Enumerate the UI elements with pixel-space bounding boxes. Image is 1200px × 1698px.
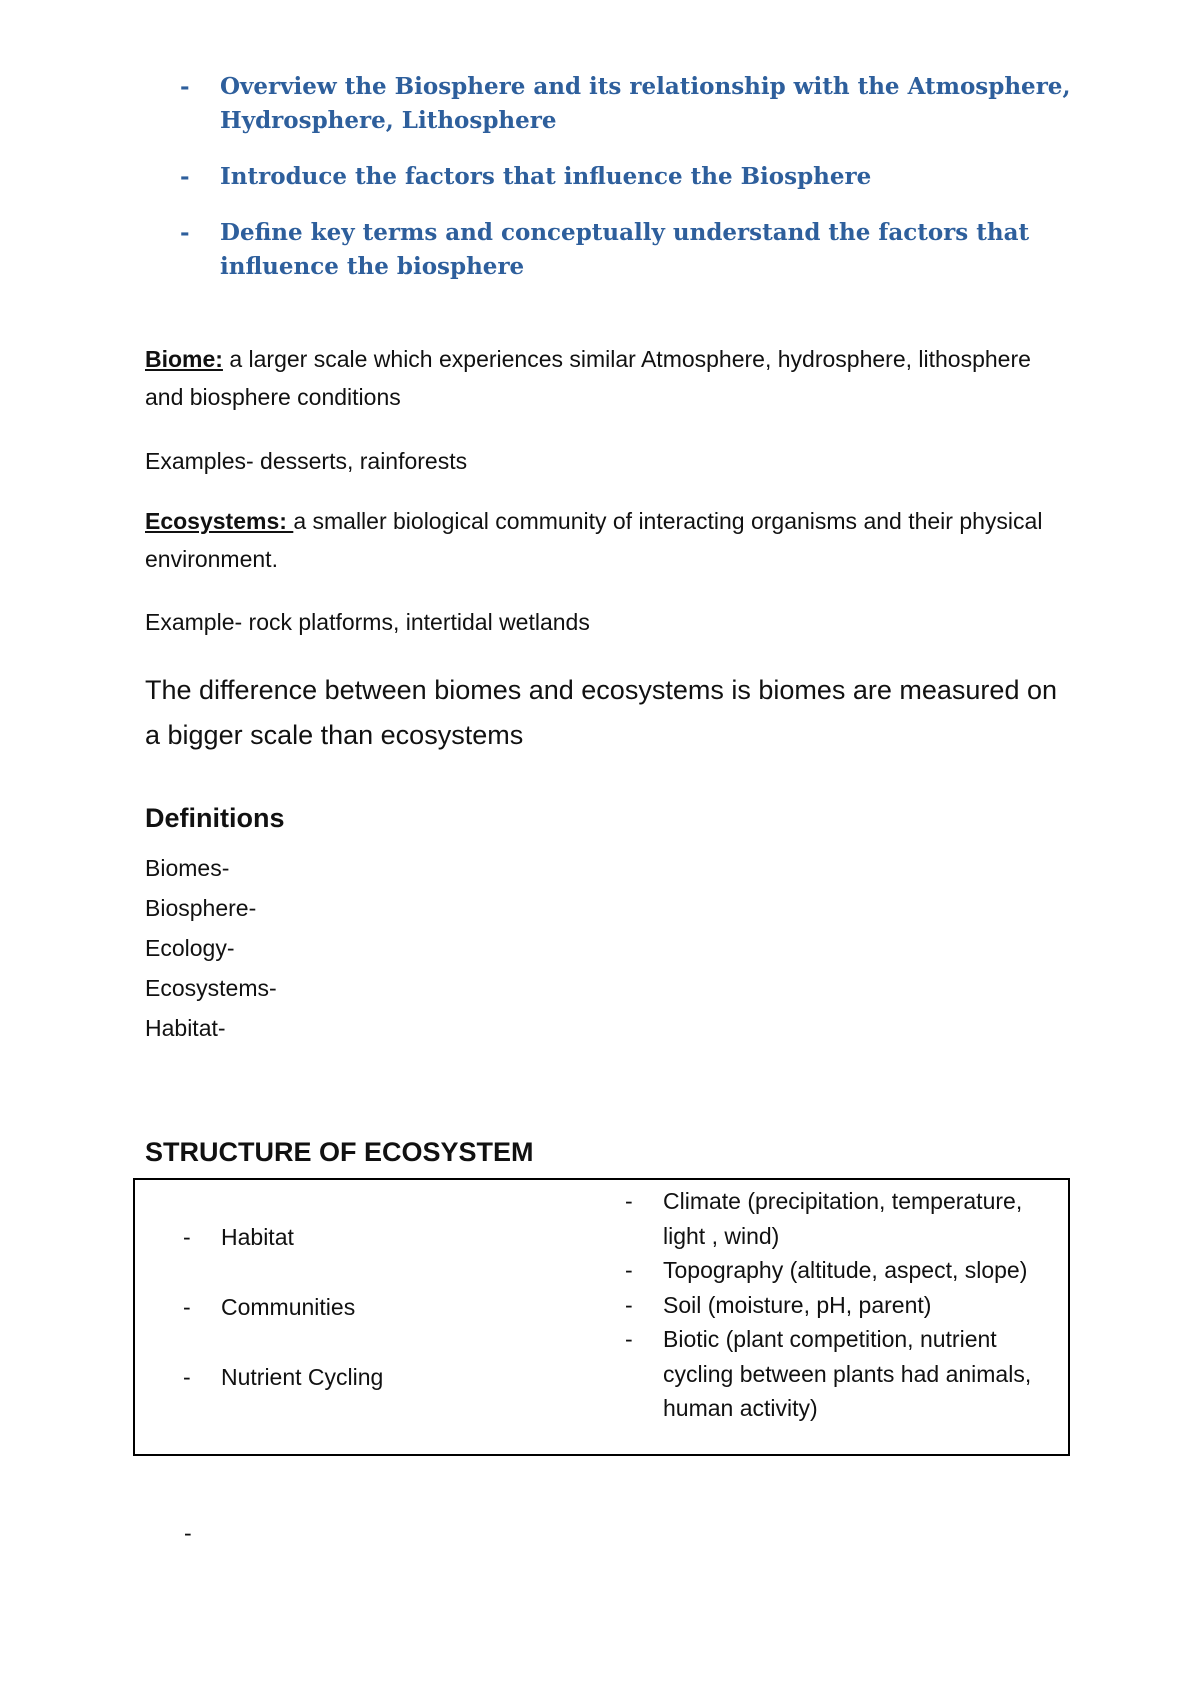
- objectives-list: [180, 70, 1080, 306]
- definitions-list: [145, 848, 277, 1048]
- bullet-dash: -: [625, 1326, 633, 1352]
- definition-term: Ecology-: [145, 935, 235, 961]
- factor-text: Climate (precipitation, temperature, light , wind): [663, 1188, 1023, 1249]
- bullet-dash: -: [625, 1188, 633, 1214]
- definitions-heading: Definitions: [145, 803, 285, 833]
- biome-definition: [145, 340, 1075, 416]
- structure-factor: [625, 1253, 1065, 1288]
- structure-component: [183, 1220, 383, 1254]
- definition-term: Habitat-: [145, 1015, 226, 1041]
- ecosystems-definition-text: a smaller biological community of interacting organisms and their physical environment.: [145, 508, 1043, 572]
- component-text: Habitat: [221, 1224, 294, 1250]
- ecosystems-example: Example- rock platforms, intertidal wetlands: [145, 609, 590, 635]
- structure-components-list: [183, 1220, 383, 1430]
- bullet-dash: -: [180, 73, 190, 100]
- definition-term: Ecosystems-: [145, 975, 277, 1001]
- empty-bullet-dash: -: [184, 1520, 192, 1546]
- objective-item: [180, 216, 1080, 284]
- objective-item: [180, 160, 1080, 194]
- structure-heading: STRUCTURE OF ECOSYSTEM: [145, 1137, 534, 1167]
- structure-factor: [625, 1184, 1065, 1253]
- component-text: Nutrient Cycling: [221, 1364, 384, 1390]
- biome-term: Biome:: [145, 346, 223, 372]
- structure-factor: [625, 1322, 1065, 1426]
- objective-text: Introduce the factors that influence the Biosphere: [220, 163, 872, 190]
- biome-examples: Examples- desserts, rainforests: [145, 448, 468, 474]
- structure-factor: [625, 1288, 1065, 1323]
- factor-text: Soil (moisture, pH, parent): [663, 1291, 932, 1318]
- structure-component: [183, 1360, 383, 1394]
- ecosystems-term: Ecosystems:: [145, 508, 294, 534]
- ecosystems-definition: [145, 502, 1075, 578]
- factor-text: Topography (altitude, aspect, slope): [663, 1257, 1028, 1283]
- bullet-dash: -: [625, 1257, 633, 1283]
- bullet-dash: -: [183, 1294, 191, 1320]
- difference-statement: The difference between biomes and ecosystems is biomes are measured on a bigger scale than ecosystems: [145, 675, 1057, 750]
- structure-factors-list: [625, 1184, 1065, 1426]
- bullet-dash: -: [183, 1224, 191, 1250]
- definition-term: Biosphere-: [145, 895, 257, 921]
- biome-definition-text: a larger scale which experiences similar Atmosphere, hydrosphere, lithosphere and biosphere conditions: [145, 346, 1031, 410]
- bullet-dash: -: [180, 219, 190, 246]
- objective-text: Define key terms and conceptually understand the factors that influence the biosphere: [220, 219, 1030, 280]
- bullet-dash: -: [183, 1364, 191, 1390]
- definition-term: Biomes-: [145, 855, 230, 881]
- factor-text: Biotic (plant competition, nutrient cycling between plants had animals, human activity): [663, 1326, 1032, 1421]
- bullet-dash: -: [625, 1291, 633, 1318]
- objective-item: [180, 70, 1080, 138]
- bullet-dash: -: [180, 163, 190, 190]
- structure-component: [183, 1290, 383, 1324]
- objective-text: Overview the Biosphere and its relationship with the Atmosphere, Hydrosphere, Lithosphere: [220, 73, 1071, 134]
- structure-table: [133, 1178, 1070, 1456]
- component-text: Communities: [221, 1294, 356, 1320]
